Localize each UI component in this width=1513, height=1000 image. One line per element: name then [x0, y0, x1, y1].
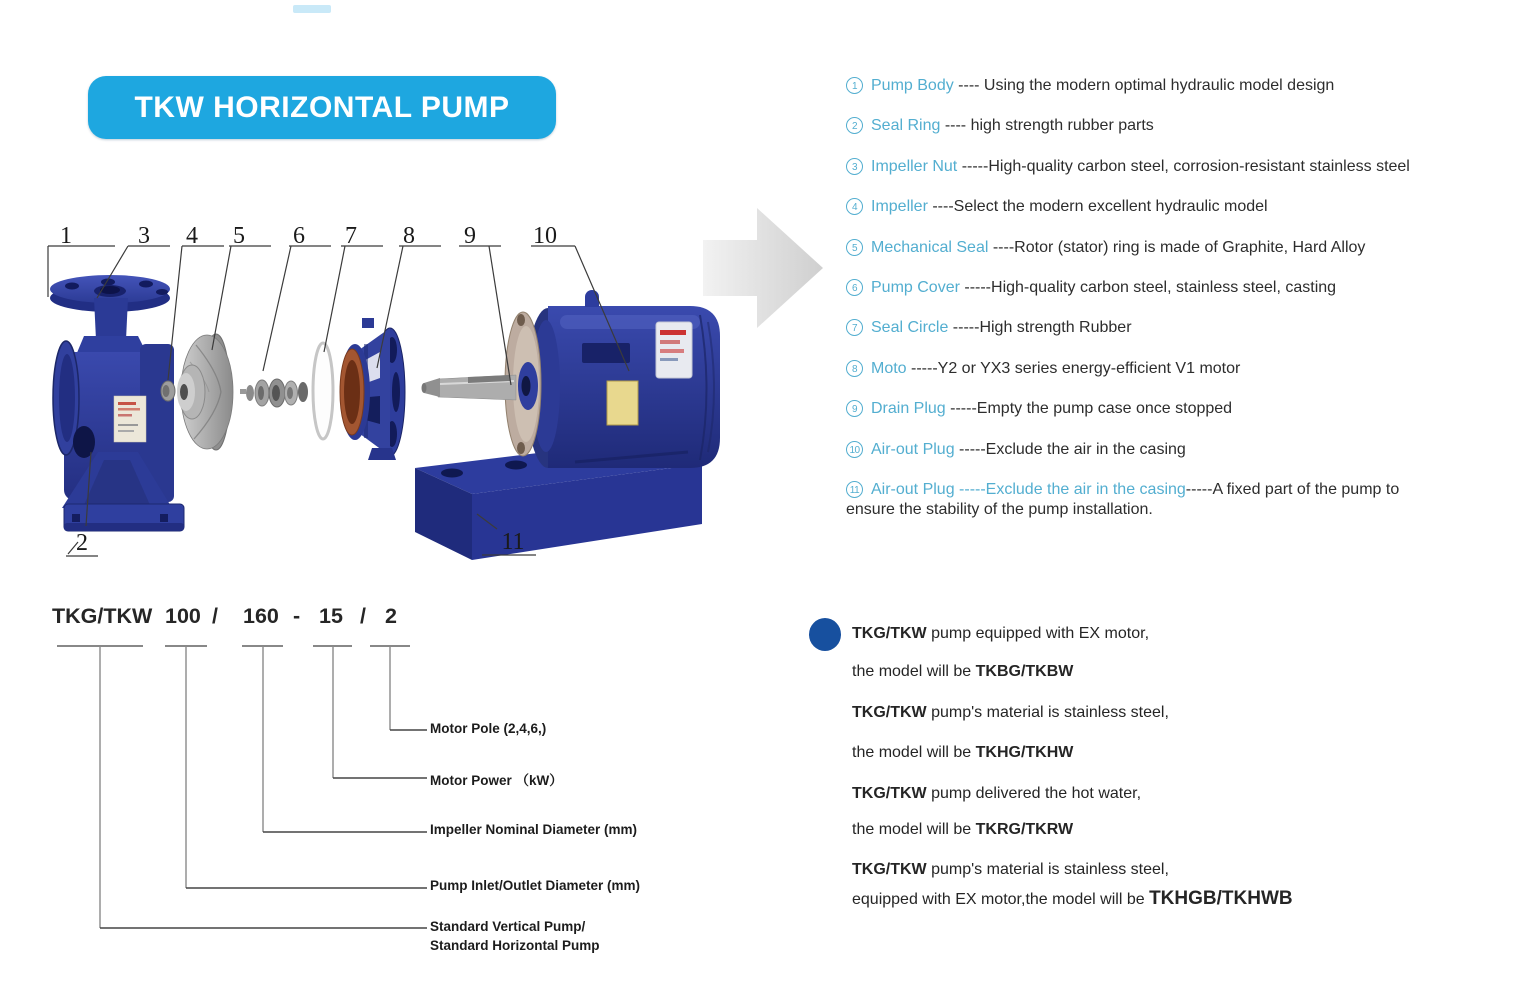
- motor-shaft: [422, 375, 517, 400]
- label-motor-pole: Motor Pole (2,4,6,): [430, 721, 547, 736]
- pump-cover-part: [340, 318, 405, 460]
- parts-list-item-6: [846, 278, 1513, 298]
- part-name: Drain Plug: [871, 400, 946, 418]
- note-line-1: [852, 625, 1149, 643]
- note-model-code: TKRG/TKRW: [975, 821, 1074, 838]
- part-number-badge: 5: [846, 239, 863, 256]
- note-text: the model will be: [852, 663, 976, 680]
- label-pump-type: [430, 917, 600, 955]
- callout-6: 6: [293, 223, 305, 249]
- model-code-series: TKG/TKW: [52, 604, 153, 628]
- callout-5: 5: [233, 223, 245, 249]
- callout-8: 8: [403, 223, 415, 249]
- note-model-code: TKHGB/TKHWB: [1149, 888, 1293, 909]
- pump-body-part: [50, 275, 184, 531]
- part-name: Seal Circle: [871, 319, 949, 337]
- part-number-badge: 10: [846, 441, 863, 458]
- part-description: -----Y2 or YX3 series energy-efficient V1 motor: [906, 359, 1241, 377]
- part-name: Impeller Nut: [871, 157, 958, 175]
- mechanical-seal-parts: [240, 379, 308, 407]
- part-name: Pump Cover: [871, 278, 960, 296]
- part-number-badge: 9: [846, 400, 863, 417]
- parts-list-item-8: [846, 359, 1513, 379]
- model-code-motor-pole: 2: [385, 604, 397, 628]
- part-description: ---- Using the modern optimal hydraulic model design: [953, 77, 1335, 94]
- note-model-code: TKG/TKW: [852, 625, 927, 642]
- motor-part: [422, 290, 721, 468]
- callout-9: 9: [464, 223, 476, 249]
- model-code-slash-2: /: [360, 604, 366, 628]
- label-motor-power: Motor Power （kW）: [430, 773, 563, 788]
- part-number-badge: 2: [846, 117, 863, 134]
- part-number-badge: 7: [846, 319, 863, 336]
- parts-list-item-3: [846, 157, 1513, 177]
- part-description: -----High strength Rubber: [948, 319, 1132, 337]
- impeller-nut-part: [161, 381, 175, 401]
- impeller-part: [177, 334, 233, 450]
- callout-2: 2: [76, 530, 88, 556]
- part-description: ----Select the modern excellent hydraulic model: [927, 198, 1268, 216]
- note-text: pump delivered the hot water,: [926, 785, 1142, 802]
- parts-list-item-4: [846, 197, 1513, 217]
- transition-arrow-icon: [703, 208, 823, 328]
- callout-7: 7: [345, 223, 357, 249]
- part-name: Air-out Plug: [871, 440, 955, 458]
- callout-4: 4: [186, 223, 198, 249]
- label-pump-type-line1: Standard Vertical Pump/: [430, 919, 586, 934]
- parts-list: [846, 76, 1513, 540]
- model-code-connector-lines: [40, 636, 440, 946]
- part-description: -----Empty the pump case once stopped: [945, 400, 1233, 418]
- note-text: the model will be: [852, 821, 976, 838]
- part-number-badge: 3: [846, 158, 863, 175]
- note-line-5: [852, 785, 1141, 803]
- note-model-code: TKBG/TKBW: [975, 663, 1074, 680]
- part-number-badge: 11: [846, 481, 863, 498]
- parts-list-item-11: [846, 480, 1513, 520]
- title-banner: [88, 76, 556, 139]
- label-pump-diameter: Pump Inlet/Outlet Diameter (mm): [430, 878, 641, 893]
- part-description: -----Exclude the air in the casing: [954, 440, 1186, 458]
- part-name: Mechanical Seal: [871, 238, 989, 256]
- part-name: Impeller: [871, 198, 928, 216]
- callout-3: 3: [138, 223, 150, 249]
- part-name: Air-out Plug -----Exclude the air in the casing: [871, 480, 1186, 498]
- part-description: -----High-quality carbon steel, stainless steel, casting: [959, 278, 1337, 296]
- label-pump-type-line2: Standard Horizontal Pump: [430, 938, 600, 953]
- page-title: TKW HORIZONTAL PUMP: [134, 90, 510, 124]
- note-line-3: [852, 704, 1169, 722]
- parts-list-item-1: [846, 76, 1513, 96]
- callout-10: 10: [533, 223, 557, 249]
- part-name: Moto: [871, 359, 907, 377]
- motor-nameplate: [607, 381, 638, 425]
- part-name: Seal Ring: [871, 117, 941, 135]
- part-description: -----A fixed part of the pump to: [1185, 480, 1400, 498]
- part-number-badge: 4: [846, 198, 863, 215]
- note-line-8: [852, 888, 1293, 910]
- model-code-slash-1: /: [212, 604, 218, 628]
- model-code-impeller-diameter: 160: [243, 604, 279, 628]
- callout-1: 1: [60, 223, 72, 249]
- label-impeller-diameter: Impeller Nominal Diameter (mm): [430, 822, 638, 837]
- exploded-pump-diagram: [30, 200, 840, 585]
- note-text: the model will be: [852, 744, 976, 761]
- part-description: -----High-quality carbon steel, corrosion-resistant stainless steel: [957, 157, 1410, 175]
- parts-list-item-10: [846, 440, 1513, 460]
- note-line-7: [852, 861, 1169, 879]
- note-line-6: [852, 821, 1073, 839]
- model-code-dash: -: [293, 604, 301, 628]
- part-name: Pump Body: [871, 77, 954, 94]
- parts-list-item-5: [846, 238, 1513, 258]
- motor-top-label: [582, 343, 630, 363]
- model-code-inlet-diameter: 100: [165, 604, 201, 628]
- top-decorative-tick: [293, 5, 331, 13]
- part-number-badge: 1: [846, 77, 863, 94]
- note-model-code: TKG/TKW: [852, 704, 927, 721]
- part-number-badge: 6: [846, 279, 863, 296]
- notes-bullet-icon: [809, 618, 841, 651]
- part-description-line2: ensure the stability of the pump installation.: [846, 500, 1153, 518]
- part-description: ---- high strength rubber parts: [940, 117, 1154, 135]
- parts-list-item-7: [846, 318, 1513, 338]
- parts-list-item-9: [846, 399, 1513, 419]
- note-text: pump's material is stainless steel,: [926, 861, 1169, 878]
- note-text: pump equipped with EX motor,: [926, 625, 1150, 642]
- note-line-4: [852, 744, 1073, 762]
- note-text: equipped with EX motor,the model will be: [852, 891, 1150, 908]
- note-line-2: [852, 663, 1073, 681]
- note-model-code: TKHG/TKHW: [975, 744, 1074, 761]
- note-model-code: TKG/TKW: [852, 785, 927, 802]
- callout-11: 11: [501, 529, 525, 555]
- note-model-code: TKG/TKW: [852, 861, 927, 878]
- part-number-badge: 8: [846, 360, 863, 377]
- model-code-motor-power: 15: [319, 604, 343, 628]
- seal-circle-part: [313, 343, 333, 439]
- part-description: ----Rotor (stator) ring is made of Graphite, Hard Alloy: [988, 238, 1366, 256]
- parts-list-item-2: [846, 116, 1513, 136]
- note-text: pump's material is stainless steel,: [926, 704, 1169, 721]
